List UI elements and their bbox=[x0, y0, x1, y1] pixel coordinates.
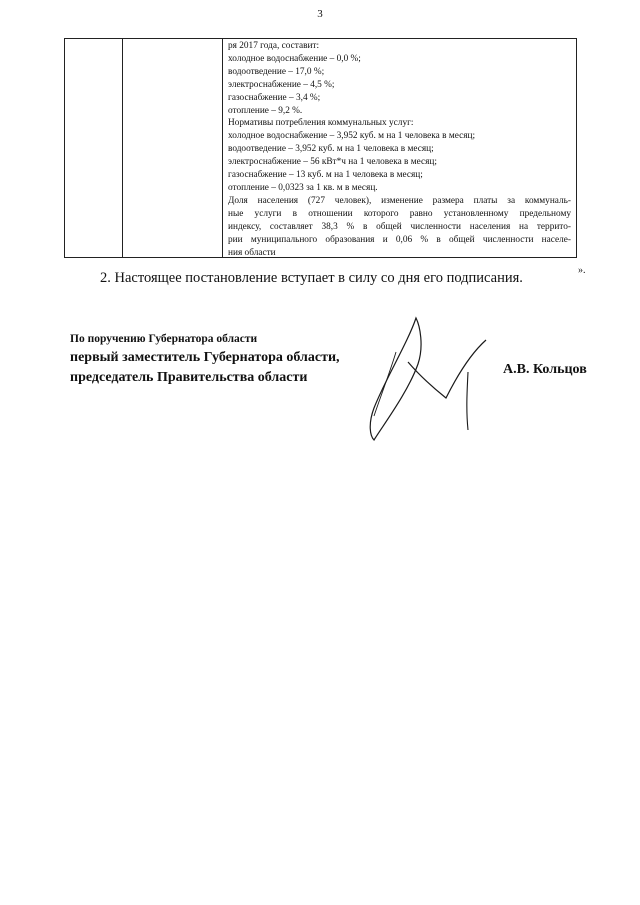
table-text-line: индексу, составляет 38,3 % в общей численности населения на террито- bbox=[228, 221, 571, 232]
table-text-line: электроснабжение – 4,5 %; bbox=[228, 79, 335, 90]
signatory-line-3: председатель Правительства области bbox=[70, 370, 308, 385]
table-text-line: электроснабжение – 56 кВт*ч на 1 человека в месяц; bbox=[228, 157, 437, 168]
table-text-line: холодное водоснабжение – 3,952 куб. м на 1 человека в месяц; bbox=[228, 131, 476, 142]
table-text-line: ния области bbox=[228, 247, 276, 258]
table-text-line: отопление – 9,2 %. bbox=[228, 105, 303, 116]
table-text-line: ные услуги в отношении которого равно установленному предельному bbox=[228, 208, 571, 219]
table-text-line: Нормативы потребления коммунальных услуг: bbox=[228, 118, 414, 129]
clause-2: 2. Настоящее постановление вступает в силу со дня его подписания. bbox=[100, 270, 523, 286]
table-text-line: отопление – 0,0323 за 1 кв. м в месяц. bbox=[228, 182, 378, 193]
tariff-table bbox=[64, 38, 577, 258]
signatory-line-1: По поручению Губернатора области bbox=[70, 333, 258, 345]
page-number: 3 bbox=[317, 8, 323, 20]
table-text-line: рии муниципального образования и 0,06 % в общей численности населе- bbox=[228, 234, 571, 245]
table-text-line: холодное водоснабжение – 0,0 %; bbox=[228, 53, 361, 64]
table-text-line: газоснабжение – 3,4 %; bbox=[228, 92, 321, 103]
table-column-divider bbox=[122, 39, 123, 257]
table-text-line: водоотведение – 17,0 %; bbox=[228, 66, 325, 77]
table-text-line: Доля населения (727 человек), изменение размера платы за коммуналь- bbox=[228, 195, 571, 206]
table-text-line: водоотведение – 3,952 куб. м на 1 человека в месяц; bbox=[228, 144, 434, 155]
signer-name: А.В. Кольцов bbox=[503, 362, 587, 377]
handwritten-signature bbox=[350, 312, 500, 442]
signature-block bbox=[70, 331, 340, 388]
signatory-line-2: первый заместитель Губернатора области, bbox=[70, 350, 340, 365]
table-cell-text bbox=[228, 40, 571, 259]
table-column-divider bbox=[222, 39, 223, 257]
table-text-line: газоснабжение – 13 куб. м на 1 человека в месяц; bbox=[228, 170, 423, 181]
closing-quote: ». bbox=[578, 265, 586, 276]
table-text-line: ря 2017 года, составит: bbox=[228, 41, 320, 51]
